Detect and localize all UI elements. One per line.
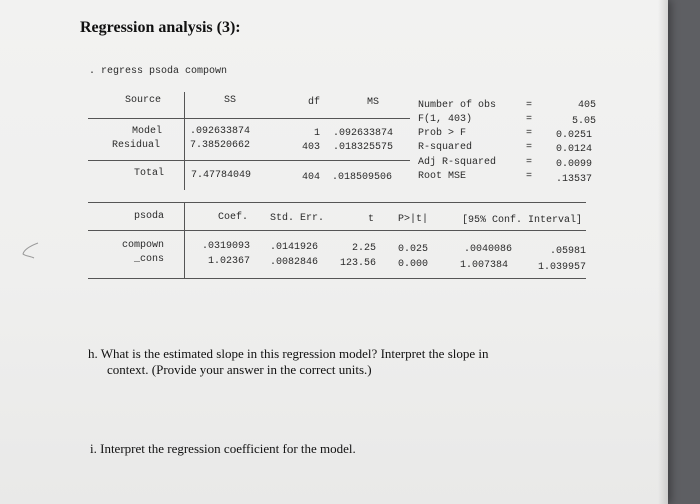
anova-residual-ss: 7.38520662 — [190, 140, 251, 151]
coef-bottom-rule — [88, 278, 586, 279]
stat-eq-rsq: = — [526, 142, 533, 153]
coef-header-ci: [95% Conf. Interval] — [462, 215, 583, 226]
coef-compown-coef: .0319093 — [202, 241, 251, 252]
stat-label-rmse: Root MSE — [418, 171, 467, 182]
coef-cons-p: 0.000 — [398, 259, 429, 270]
question-h-line2: context. (Provide your answer in the correct units.) — [107, 362, 372, 377]
anova-model-label: Model — [132, 126, 163, 137]
anova-header-rule — [88, 118, 410, 119]
coef-cons-t: 123.56 — [340, 258, 377, 269]
anova-header-ss: SS — [224, 95, 237, 106]
stat-value-adjrsq: 0.0099 — [556, 159, 593, 170]
coef-cons-ci-high: 1.039957 — [538, 262, 587, 273]
coef-header-dep: psoda — [134, 211, 165, 222]
stat-eq-adjrsq: = — [526, 157, 533, 168]
pencil-mark-icon — [20, 240, 42, 262]
coef-cons-coef: 1.02367 — [208, 256, 251, 267]
question-i: i. Interpret the regression coefficient for the model. — [90, 441, 356, 456]
section-heading: Regression analysis (3): — [80, 19, 241, 36]
stat-eq-probf: = — [526, 128, 533, 139]
coef-var-cons: _cons — [134, 254, 165, 265]
coef-cons-se: .0082846 — [270, 257, 319, 268]
stat-label-adjrsq: Adj R-squared — [418, 157, 497, 168]
anova-residual-label: Residual — [112, 140, 161, 151]
coef-divider — [184, 202, 185, 278]
anova-total-ms: .018509506 — [332, 172, 393, 183]
stat-value-rmse: .13537 — [556, 174, 593, 185]
stat-eq-rmse: = — [526, 171, 533, 182]
anova-model-df: 1 — [314, 128, 321, 139]
anova-model-ms: .092633874 — [333, 128, 394, 139]
stata-command: . regress psoda compown — [89, 66, 228, 77]
stat-value-f: 5.05 — [572, 116, 597, 127]
anova-total-label: Total — [134, 168, 165, 179]
coef-var-compown: compown — [122, 240, 165, 251]
coef-compown-p: 0.025 — [398, 244, 429, 255]
stat-value-nobs: 405 — [578, 100, 597, 111]
coef-header-t: t — [368, 214, 375, 225]
anova-model-ss: .092633874 — [190, 126, 251, 137]
coef-compown-ci-high: .05981 — [550, 246, 587, 257]
anova-total-rule — [88, 160, 410, 161]
anova-residual-ms: .018325575 — [333, 142, 394, 153]
anova-header-source: Source — [125, 95, 162, 106]
anova-header-df: df — [308, 97, 321, 108]
stat-label-nobs: Number of obs — [418, 100, 497, 111]
coef-compown-se: .0141926 — [270, 242, 319, 253]
coef-compown-t: 2.25 — [352, 243, 377, 254]
stat-eq-f: = — [526, 114, 533, 125]
page-edge-shadow — [658, 0, 668, 504]
coef-top-rule — [88, 202, 586, 203]
stat-value-rsq: 0.0124 — [556, 144, 593, 155]
anova-residual-df: 403 — [302, 142, 321, 153]
stat-label-probf: Prob > F — [418, 128, 467, 139]
coef-header-se: Std. Err. — [270, 213, 325, 224]
question-h-line1: h. What is the estimated slope in this regression model? Interpret the slope in — [88, 346, 489, 361]
coef-header-coef: Coef. — [218, 212, 249, 223]
stat-label-rsq: R-squared — [418, 142, 473, 153]
coef-header-p: P>|t| — [398, 214, 429, 225]
stat-eq-nobs: = — [526, 100, 533, 111]
stat-value-probf: 0.0251 — [556, 130, 593, 141]
coef-compown-ci-low: .0040086 — [464, 244, 513, 255]
anova-header-ms: MS — [367, 97, 380, 108]
coef-cons-ci-low: 1.007384 — [460, 260, 509, 271]
anova-divider — [184, 92, 185, 190]
stat-label-f: F(1, 403) — [418, 114, 473, 125]
coef-header-rule — [88, 230, 586, 231]
anova-total-df: 404 — [302, 172, 321, 183]
anova-total-ss: 7.47784049 — [191, 170, 252, 181]
